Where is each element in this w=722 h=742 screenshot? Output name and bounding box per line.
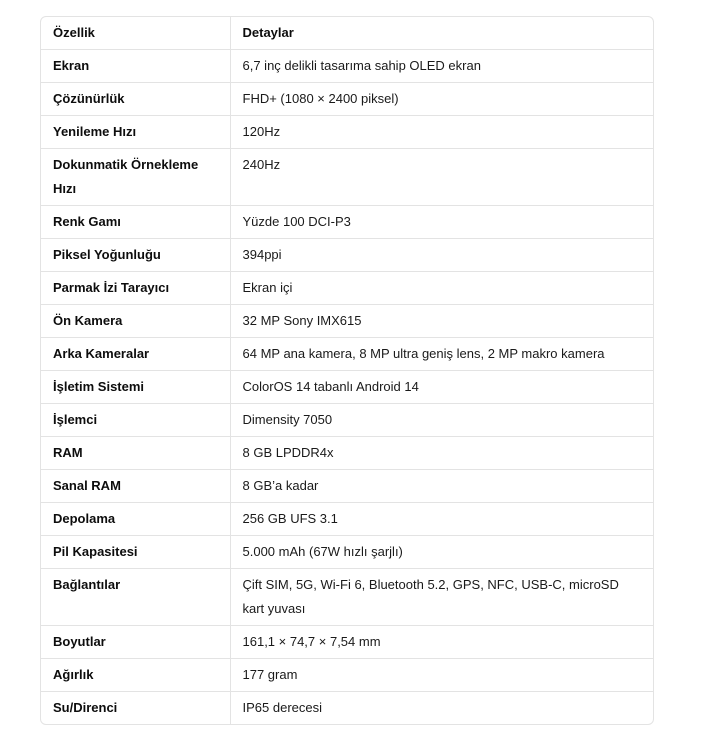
- table-header-row: [41, 17, 653, 50]
- row-key: Ağırlık: [41, 659, 230, 692]
- row-key: Boyutlar: [41, 626, 230, 659]
- row-value: ColorOS 14 tabanlı Android 14: [230, 371, 653, 404]
- table-row: [41, 338, 653, 371]
- row-key: İşletim Sistemi: [41, 371, 230, 404]
- row-value: 256 GB UFS 3.1: [230, 503, 653, 536]
- header-feature: Özellik: [41, 17, 230, 50]
- row-value: 240Hz: [230, 149, 653, 206]
- table-row: [41, 659, 653, 692]
- row-value: IP65 derecesi: [230, 692, 653, 725]
- row-value: 120Hz: [230, 116, 653, 149]
- table-row: [41, 371, 653, 404]
- table-row: [41, 503, 653, 536]
- spec-table: [41, 17, 653, 724]
- row-value: 8 GB LPDDR4x: [230, 437, 653, 470]
- table-row: [41, 692, 653, 725]
- table-row: [41, 206, 653, 239]
- row-value: 6,7 inç delikli tasarıma sahip OLED ekran: [230, 50, 653, 83]
- table-row: [41, 536, 653, 569]
- row-key: Parmak İzi Tarayıcı: [41, 272, 230, 305]
- row-key: Ekran: [41, 50, 230, 83]
- row-value: Dimensity 7050: [230, 404, 653, 437]
- row-value: Ekran içi: [230, 272, 653, 305]
- table-row: [41, 149, 653, 206]
- table-row: [41, 470, 653, 503]
- table-row: [41, 116, 653, 149]
- header-details: Detaylar: [230, 17, 653, 50]
- table-row: [41, 305, 653, 338]
- row-key: Pil Kapasitesi: [41, 536, 230, 569]
- row-value: 5.000 mAh (67W hızlı şarjlı): [230, 536, 653, 569]
- row-key: Arka Kameralar: [41, 338, 230, 371]
- row-key: Sanal RAM: [41, 470, 230, 503]
- row-key: RAM: [41, 437, 230, 470]
- row-key: Dokunmatik Örnekleme Hızı: [41, 149, 230, 206]
- row-value: FHD+ (1080 × 2400 piksel): [230, 83, 653, 116]
- row-key: Bağlantılar: [41, 569, 230, 626]
- row-value: 161,1 × 74,7 × 7,54 mm: [230, 626, 653, 659]
- row-value: Çift SIM, 5G, Wi-Fi 6, Bluetooth 5.2, GPS, NFC, USB-C, microSD kart yuvası: [230, 569, 653, 626]
- row-key: Depolama: [41, 503, 230, 536]
- row-value: 394ppi: [230, 239, 653, 272]
- table-row: [41, 239, 653, 272]
- row-key: Renk Gamı: [41, 206, 230, 239]
- row-key: Çözünürlük: [41, 83, 230, 116]
- table-row: [41, 437, 653, 470]
- table-row: [41, 626, 653, 659]
- row-value: 64 MP ana kamera, 8 MP ultra geniş lens, 2 MP makro kamera: [230, 338, 653, 371]
- row-value: 177 gram: [230, 659, 653, 692]
- row-key: Su/Direnci: [53, 700, 118, 715]
- table-row: [41, 83, 653, 116]
- table-row: [41, 50, 653, 83]
- table-body: [41, 50, 653, 725]
- row-value: Yüzde 100 DCI-P3: [230, 206, 653, 239]
- row-value: 32 MP Sony IMX615: [230, 305, 653, 338]
- row-key: İşlemci: [41, 404, 230, 437]
- table-row: [41, 272, 653, 305]
- table-row: [41, 569, 653, 626]
- row-value: 8 GB’a kadar: [230, 470, 653, 503]
- row-key: Piksel Yoğunluğu: [41, 239, 230, 272]
- table-row: [41, 404, 653, 437]
- row-key: Yenileme Hızı: [41, 116, 230, 149]
- spec-table-container: [40, 16, 654, 725]
- row-key: Ön Kamera: [41, 305, 230, 338]
